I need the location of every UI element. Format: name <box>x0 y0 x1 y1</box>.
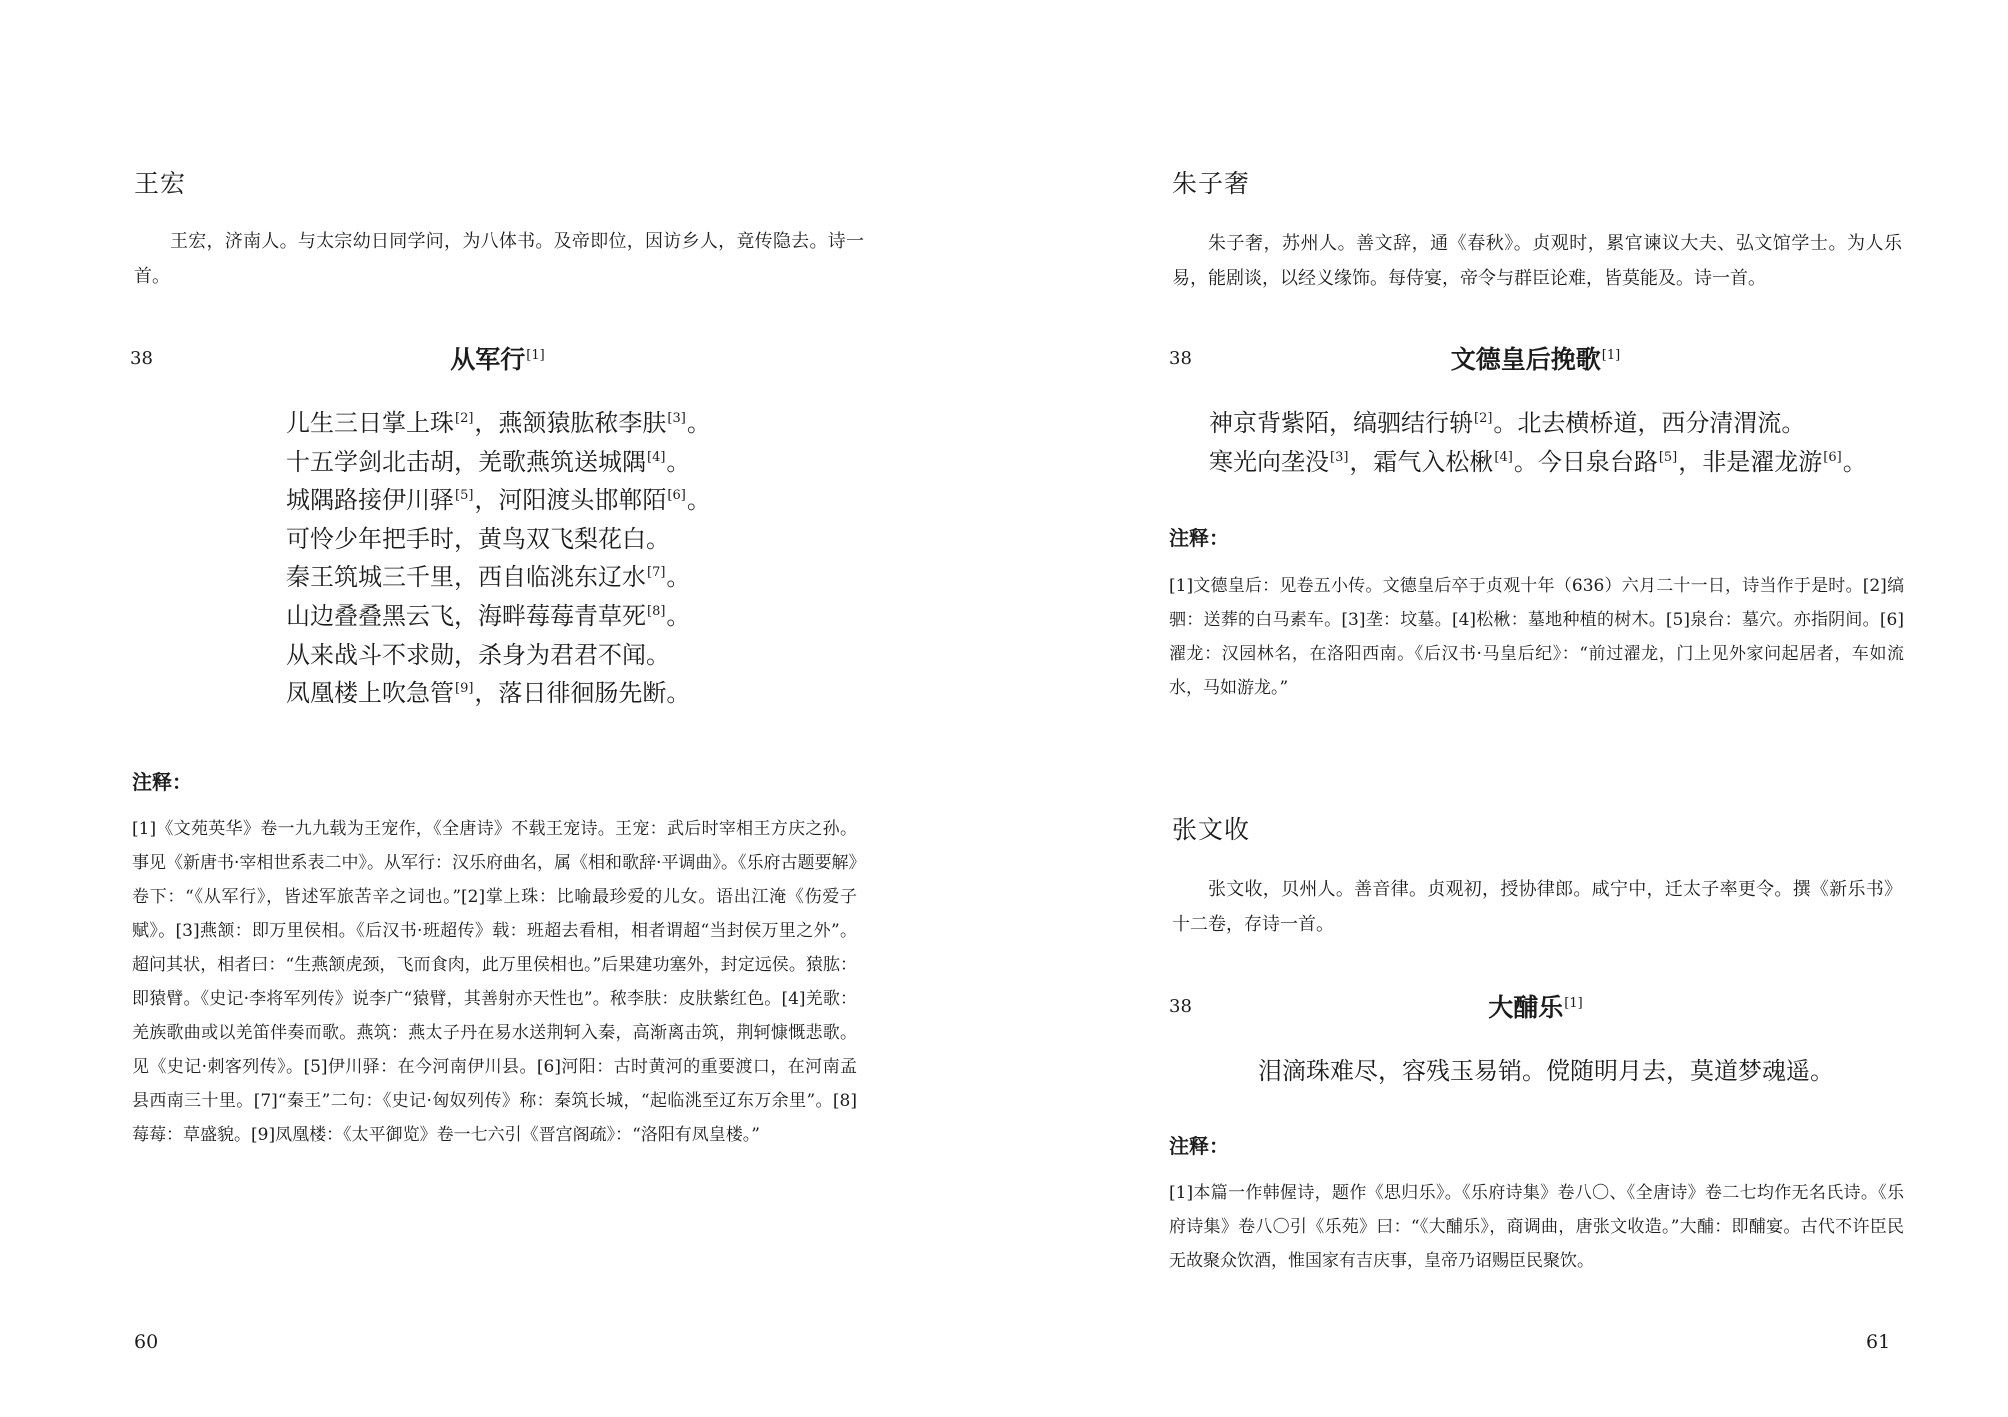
poem-line-text: 可怜少年把手时，黄鸟双飞梨花白。 <box>286 524 670 553</box>
poem-title-text: 文德皇后挽歌 <box>1450 345 1601 374</box>
author-bio: 朱子奢，苏州人。善文辞，通《春秋》。贞观时，累官谏议大夫、弘文馆学士。为人乐易，能剧谈，以经义缘饰。每侍宴，帝令与群臣论难，皆莫能及。诗一首。 <box>1172 233 1902 289</box>
poem-line-text: 。 <box>666 447 691 476</box>
poem-number: 38 <box>1169 348 1192 369</box>
poem-title-footnote: [1] <box>526 347 545 363</box>
poem-line <box>286 597 711 636</box>
notes-heading: 注释： <box>1169 1134 1229 1158</box>
poem-line-text: 城隅路接伊川驿 <box>286 486 454 515</box>
poem-title-footnote: [1] <box>1601 347 1621 363</box>
footnote-marker: [8] <box>647 603 666 619</box>
poem-line <box>286 481 711 520</box>
poem-line-text: ，河阳渡头邯郸陌 <box>474 486 667 515</box>
footnote-marker: [4] <box>647 449 666 465</box>
page-number: 61 <box>1866 1331 1891 1353</box>
poem-line-text: 。 <box>686 486 711 515</box>
poem-line-text: 泪滴珠难尽，容残玉易销。傥随明月去，莫道梦魂遥。 <box>1258 1057 1834 1085</box>
poem-title <box>1488 988 1583 1024</box>
poem-line-text: 凤凰楼上吹急管 <box>286 679 454 708</box>
poem-line-text: 。 <box>666 563 691 592</box>
poem-title <box>1451 340 1621 376</box>
author-name: 张文收 <box>1172 815 1251 844</box>
notes-text: [1]《文苑英华》卷一九九载为王宠作，《全唐诗》不载王宠诗。王宠：武后时宰相王方庆之孙。事见《新唐书·宰相世系表二中》。从军行：汉乐府曲名，属《相和歌辞·平调曲》。《乐府古题要解》卷下：“《从军行》，皆述军旅苦辛之词也。”[2]掌上珠：比喻最珍爱的儿女。语出江淹《伤爱子赋》。[3]燕颔：即万里侯相。《后汉书·班超传》载：班超去看相，相者谓超“当封侯万里之外”。超问其状，相者曰：“生燕颔虎颈，飞而食肉，此万里侯相也。”后果建功塞外，封定远侯。猿肱：即猿臂。《史记·李将军列传》说李广“猿臂，其善射亦天性也”。秾李肤：皮肤紫红色。[4]羌歌：羌族歌曲或以羌笛伴奏而歌。燕筑：燕太子丹在易水送荆轲入秦，高渐离击筑，荆轲慷慨悲歌。见《史记·刺客列传》。[5]伊川驿：在今河南伊川县。[6]河阳：古时黄河的重要渡口，在河南孟县西南三十里。[7]“秦王”二句：《史记·匈奴列传》称：秦筑长城，“起临洮至辽东万余里”。[8]莓莓：草盛貌。[9]凤凰楼：《太平御览》卷一七六引《晋宫阁疏》：“洛阳有凤皇楼。” <box>132 819 857 1145</box>
poem-title <box>450 340 545 376</box>
footnote-marker: [3] <box>667 411 686 426</box>
footnote-marker: [7] <box>647 565 666 581</box>
poem-line-text: 山边叠叠黑云飞，海畔莓莓青草死 <box>286 601 646 630</box>
poem-line-text: 。 <box>1842 448 1867 476</box>
footnote-marker: [6] <box>667 488 686 504</box>
right-page <box>1004 0 2008 1417</box>
poem-line-text: 。今日泉台路 <box>1513 448 1658 476</box>
page-number: 60 <box>134 1331 159 1353</box>
poem-line <box>286 558 711 597</box>
poem-line-text: ，燕颔猿肱秾李肤 <box>474 409 667 437</box>
poem-line-text: 寒光向垄没 <box>1209 448 1329 476</box>
notes-heading: 注释： <box>132 770 192 794</box>
poem-line <box>286 404 711 443</box>
footnote-marker: [5] <box>1658 450 1678 465</box>
poem-title-text: 从军行 <box>450 345 526 374</box>
poem-line-text: ，霜气入松楸 <box>1349 448 1494 476</box>
footnote-marker: [2] <box>1474 411 1493 426</box>
poem-line <box>286 674 711 713</box>
poem-line-text: 秦王筑城三千里，西自临洮东辽水 <box>286 563 646 592</box>
poem-line-text: 神京背紫陌，缟驷结行辀 <box>1209 409 1473 437</box>
poem-title-text: 大酺乐 <box>1488 993 1564 1022</box>
poem-line <box>1209 443 1867 482</box>
footnote-marker: [6] <box>1823 450 1842 465</box>
poem-line-text: 。 <box>666 601 691 630</box>
poem-line <box>1258 1052 1834 1091</box>
poem-line-text: 十五学剑北击胡，羌歌燕筑送城隅 <box>286 447 646 476</box>
poem-line-text: 。 <box>686 409 711 437</box>
footnote-marker: [5] <box>455 488 474 504</box>
notes-text: [1]文德皇后：见卷五小传。文德皇后卒于贞观十年（636）六月二十一日，诗当作于是时。[2]缟驷：送葬的白马素车。[3]垄：坟墓。[4]松楸：墓地种植的树木。[5]泉台：墓穴。亦指阴间。[6]濯龙：汉园林名，在洛阳西南。《后汉书·马皇后纪》：“前过濯龙，门上见外家问起居者，车如流水，马如游龙。” <box>1169 576 1904 698</box>
author-bio: 王宏，济南人。与太宗幼日同学问，为八体书。及帝即位，因访乡人，竟传隐去。诗一首。 <box>134 231 864 287</box>
author-name: 朱子奢 <box>1172 169 1251 198</box>
poem-line <box>1209 404 1867 443</box>
poem-line-text: ，非是濯龙游 <box>1678 448 1823 476</box>
poem-line-text: 儿生三日掌上珠 <box>286 409 454 437</box>
poem-line <box>286 520 711 559</box>
footnote-marker: [9] <box>455 681 474 697</box>
footnote-marker: [4] <box>1494 450 1513 465</box>
footnote-marker: [2] <box>455 411 474 426</box>
poem-line <box>286 636 711 675</box>
poem-lines <box>286 404 711 713</box>
poem-line-text: 从来战斗不求勋，杀身为君君不闻。 <box>286 640 670 669</box>
poem-lines <box>1209 404 1867 482</box>
notes-heading: 注释： <box>1169 526 1229 550</box>
poem-number: 38 <box>1169 996 1192 1017</box>
poem-title-footnote: [1] <box>1564 995 1583 1011</box>
poem-number: 38 <box>130 348 153 369</box>
poem-lines <box>1258 1052 1834 1091</box>
footnote-marker: [3] <box>1330 450 1349 465</box>
poem-line <box>286 443 711 482</box>
notes-text: [1]本篇一作韩偓诗，题作《思归乐》。《乐府诗集》卷八〇、《全唐诗》卷二七均作无名氏诗。《乐府诗集》卷八〇引《乐苑》曰：“《大酺乐》，商调曲，唐张文收造。”大酺：即酺宴。古代不许臣民无故聚众饮酒，惟国家有吉庆事，皇帝乃诏赐臣民聚饮。 <box>1169 1183 1904 1271</box>
poem-line-text: ，落日徘徊肠先断。 <box>474 679 691 708</box>
author-name: 王宏 <box>134 169 187 198</box>
poem-line-text: 。北去横桥道，西分清渭流。 <box>1493 409 1806 437</box>
author-bio: 张文收，贝州人。善音律。贞观初，授协律郎。咸宁中，迁太子率更令。撰《新乐书》十二卷，存诗一首。 <box>1172 879 1902 935</box>
